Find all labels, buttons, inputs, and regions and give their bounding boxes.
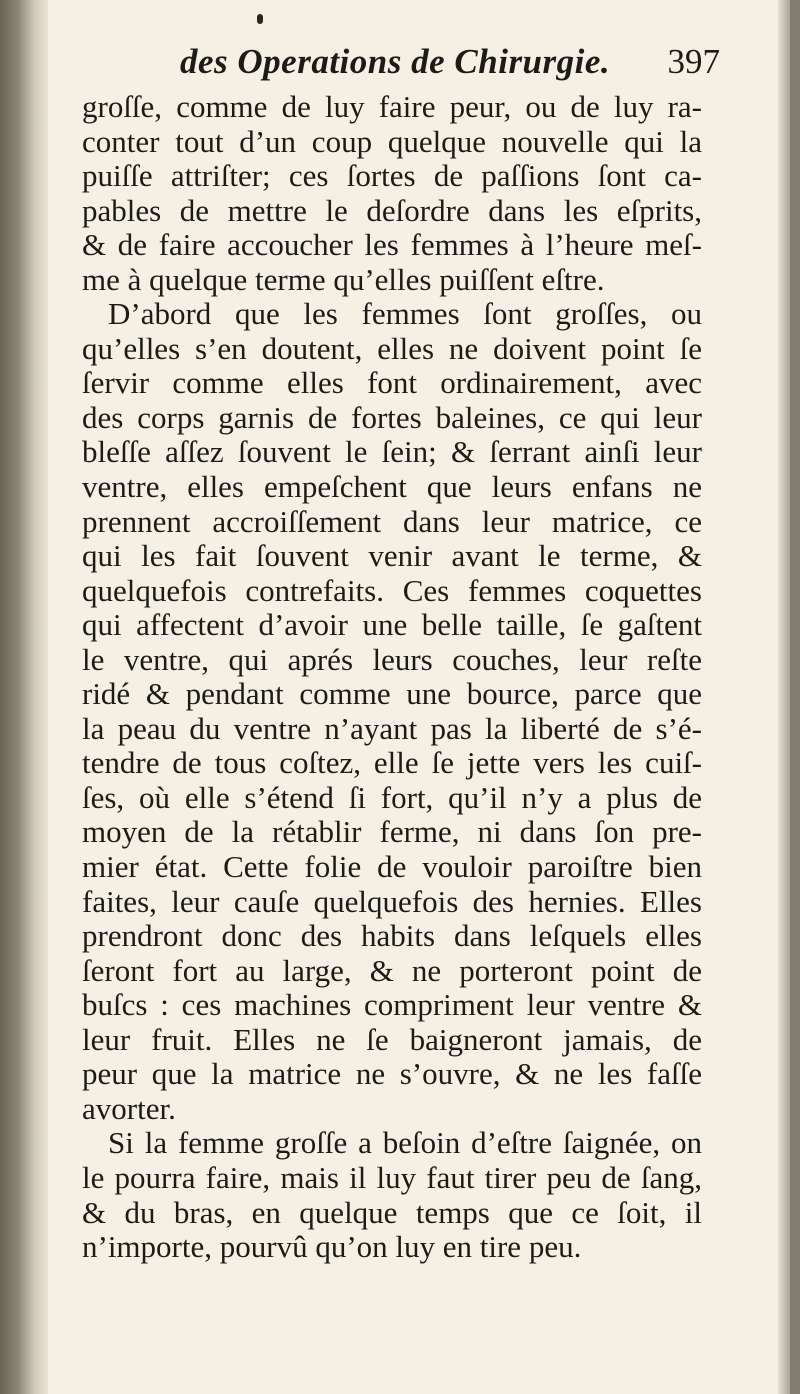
- text-line: ſeront fort au large, & ne porteront point de: [82, 952, 702, 988]
- text-line: prendront donc des habits dans leſquels elles: [82, 918, 702, 954]
- text-line: conter tout d’un coup quelque nouvelle qui la: [82, 123, 702, 159]
- text-line: avorter.: [82, 1090, 176, 1126]
- text-line: mier état. Cette folie de vouloir paroiſtre bien: [82, 849, 702, 885]
- text-line: & de faire accoucher les femmes à l’heure meſ-: [82, 227, 702, 263]
- text-line: moyen de la rétablir ferme, ni dans ſon pre-: [82, 814, 702, 850]
- text-line: ventre, elles empeſchent que leurs enfans ne: [82, 469, 702, 505]
- text-line: le ventre, qui aprés leurs couches, leur reſte: [82, 641, 702, 677]
- running-title: des Operations de Chirurgie.: [180, 42, 611, 81]
- ink-dot-mark: [257, 14, 263, 24]
- text-line: ridé & pendant comme une bource, parce que: [82, 676, 702, 712]
- page-header: [180, 42, 740, 92]
- text-line: Si la femme groſſe a beſoin d’eſtre ſaignée, on: [108, 1125, 702, 1161]
- text-line: D’abord que les femmes ſont groſſes, ou: [108, 296, 702, 332]
- text-line: tendre de tous coſtez, elle ſe jette vers les cuiſ-: [82, 745, 702, 781]
- page-gutter-shadow: [0, 0, 48, 1394]
- text-line: groſſe, comme de luy faire peur, ou de luy ra-: [82, 89, 702, 124]
- text-line: me à quelque terme qu’elles puiſſent eſtre.: [82, 261, 605, 297]
- text-line: prennent accroiſſement dans leur matrice, ce: [82, 503, 702, 539]
- text-line: bleſſe aſſez ſouvent le ſein; & ſerrant ainſi leur: [82, 434, 702, 470]
- body-text: [82, 90, 702, 1265]
- text-line: n’importe, pourvû qu’on luy en tire peu.: [82, 1229, 582, 1265]
- text-line: le pourra faire, mais il luy faut tirer peu de ſang,: [82, 1159, 702, 1195]
- text-line: faites, leur cauſe quelquefois des hernies. Elles: [82, 883, 702, 919]
- text-line: des corps garnis de fortes baleines, ce qui leur: [82, 399, 702, 435]
- text-line: peur que la matrice ne s’ouvre, & ne les faſſe: [82, 1056, 702, 1092]
- text-line: & du bras, en quelque temps que ce ſoit, il: [82, 1194, 702, 1230]
- page-edge-shadow: [778, 0, 790, 1394]
- text-line: ſervir comme elles font ordinairement, avec: [82, 365, 702, 401]
- text-line: quelquefois contrefaits. Ces femmes coquettes: [82, 572, 702, 608]
- text-line: qu’elles s’en doutent, elles ne doivent point ſe: [82, 330, 702, 366]
- page-number: 397: [667, 42, 720, 81]
- text-line: buſcs : ces machines compriment leur ventre &: [82, 987, 702, 1023]
- text-line: leur fruit. Elles ne ſe baigneront jamais, de: [82, 1021, 702, 1057]
- text-line: pables de mettre le deſordre dans les eſprits,: [82, 192, 702, 228]
- text-line: qui affectent d’avoir une belle taille, ſe gaſtent: [82, 607, 702, 643]
- text-line: la peau du ventre n’ayant pas la liberté de s’é-: [82, 710, 702, 746]
- text-line: puiſſe attriſter; ces ſortes de paſſions ſont ca-: [82, 158, 702, 194]
- text-line: ſes, où elle s’étend ſi fort, qu’il n’y a plus de: [82, 779, 702, 815]
- text-line: qui les fait ſouvent venir avant le terme, &: [82, 538, 702, 574]
